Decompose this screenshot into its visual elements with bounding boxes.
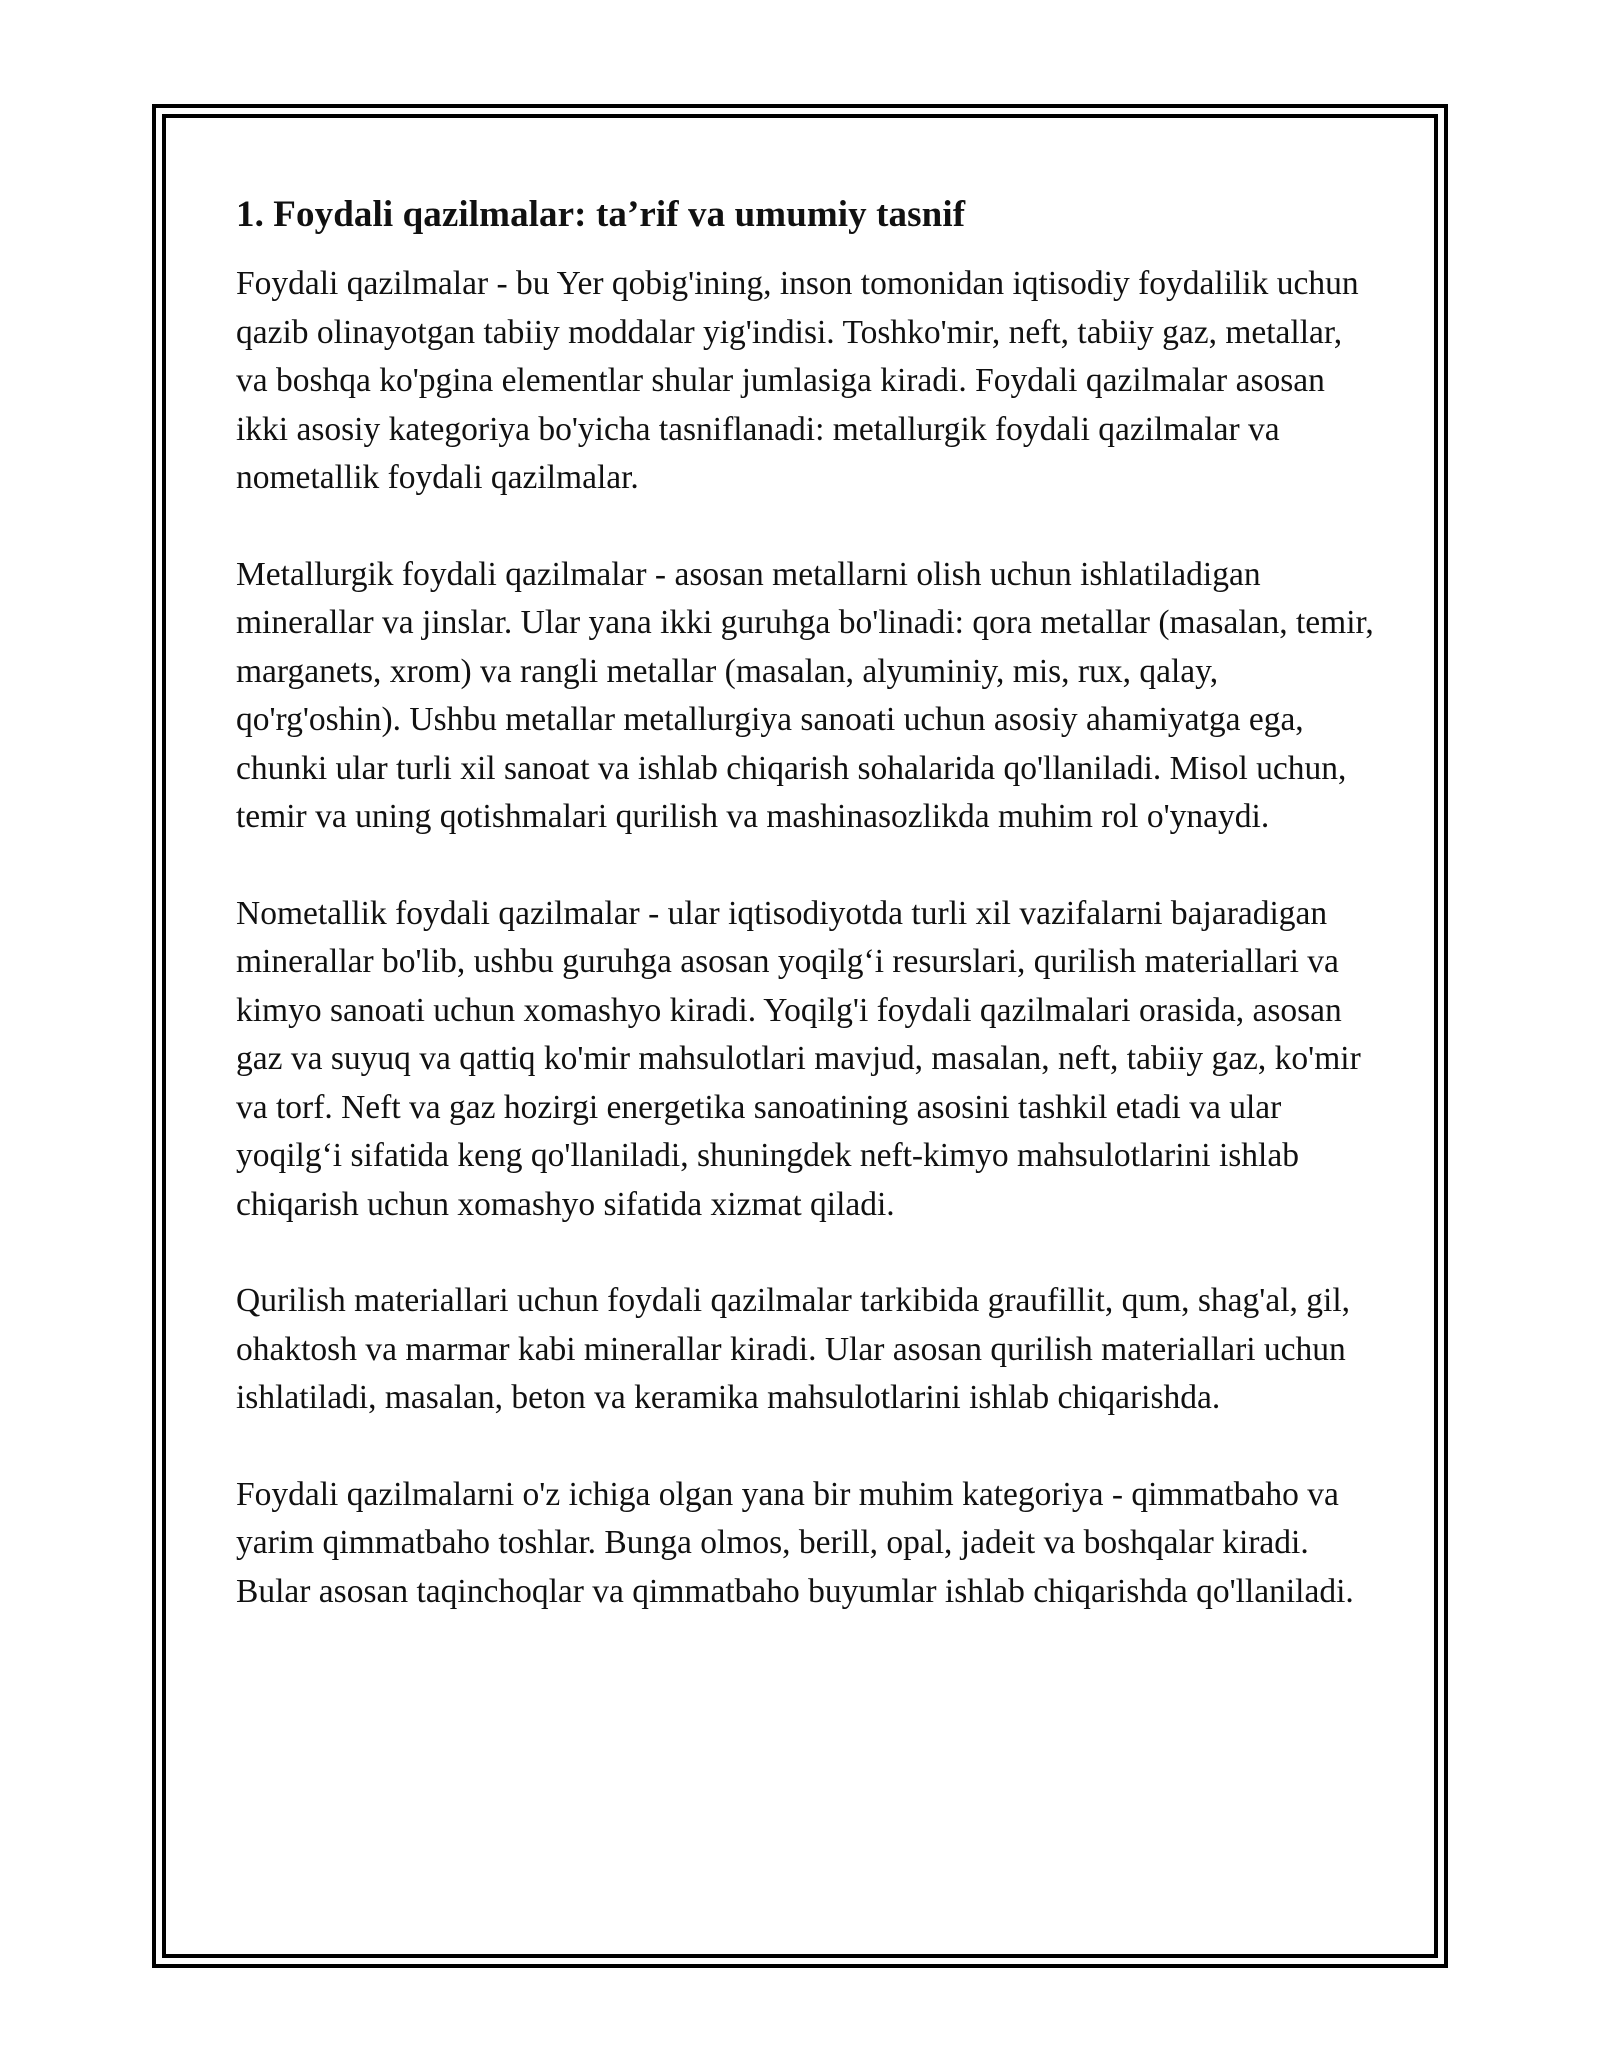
paragraph-precious-stones: Foydali qazilmalarni o'z ichiga olgan yana bir muhim kategoriya - qimmatbaho va yarim qimmatbaho toshlar. Bunga olmos, berill, opal, jadeit va boshqalar kiradi. Bular asosan taqinchoqlar va qimmatbaho buyumlar ishlab chiqarishda qo'llaniladi.: [236, 1475, 1354, 1610]
section-heading: 1. Foydali qazilmalar: ta’rif va umumiy tasnif: [236, 194, 966, 235]
document-body: [236, 182, 1376, 1616]
paragraph-definition: Foydali qazilmalar - bu Yer qobig'ining, inson tomonidan iqtisodiy foydalilik uchun qazib olinayotgan tabiiy moddalar yig'indisi. Toshko'mir, neft, tabiiy gaz, metallar, va boshqa ko'pgina elementlar shular jumlasiga kiradi. Foydali qazilmalar asosan ikki asosiy kategoriya bo'yicha tasniflanadi: metallurgik foydali qazilmalar va nometallik foydali qazilmalar.: [236, 265, 1359, 496]
paragraph-construction-materials: Qurilish materiallari uchun foydali qazilmalar tarkibida graufillit, qum, shag'al, gil, ohaktosh va marmar kabi minerallar kiradi. Ular asosan qurilish materiallari uchun ishlatiladi, masalan, beton va keramika mahsulotlarini ishlab chiqarishda.: [236, 1282, 1351, 1416]
paragraph-metallurgical: Metallurgik foydali qazilmalar - asosan metallarni olish uchun ishlatiladigan minerallar va jinslar. Ular yana ikki guruhga bo'linadi: qora metallar (masalan, temir, marganets, xrom) va rangli metallar (masalan, alyuminiy, mis, rux, qalay, qo'rg'oshin). Ushbu metallar metallurgiya sanoati uchun asosiy ahamiyatga ega, chunki ular turli xil sanoat va ishlab chiqarish sohalarida qo'llaniladi. Misol uchun, temir va uning qotishmalari qurilish va mashinasozlikda muhim rol o'ynaydi.: [236, 555, 1374, 835]
paragraph-nonmetallic: Nometallik foydali qazilmalar - ular iqtisodiyotda turli xil vazifalarni bajaradigan minerallar bo'lib, ushbu guruhga asosan yoqilg‘i resurslari, qurilish materiallari va kimyo sanoati uchun xomashyo kiradi. Yoqilg'i foydali qazilmalari orasida, asosan gaz va suyuq va qattiq ko'mir mahsulotlari mavjud, masalan, neft, tabiiy gaz, ko'mir va torf. Neft va gaz hozirgi energetika sanoatining asosini tashkil etadi va ular yoqilg‘i sifatida keng qo'llaniladi, shuningdek neft-kimyo mahsulotlarini ishlab chiqarish uchun xomashyo sifatida xizmat qiladi.: [236, 894, 1361, 1223]
